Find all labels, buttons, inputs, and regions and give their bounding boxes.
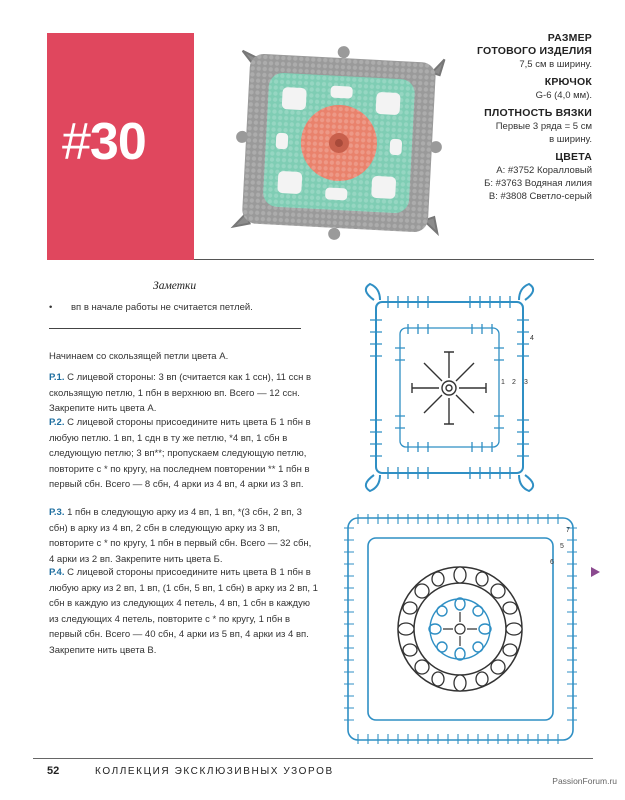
size-heading-2: ГОТОВОГО ИЗДЕЛИЯ [477,45,592,57]
color-c: В: #3808 Светло-серый [488,191,592,202]
round-3-label: Р.3. [49,507,65,518]
crochet-chart-2 [338,508,583,750]
crochet-square-photo [228,40,450,245]
watermark: PassionForum.ru [552,776,617,786]
round-4-label: Р.4. [49,567,65,578]
round-3 [49,505,319,567]
gauge-heading: ПЛОТНОСТЬ ВЯЗКИ [484,107,592,119]
bullet-icon: • [49,302,53,313]
round-4 [49,565,319,658]
page-marker-arrow-icon [591,567,600,577]
chart-2-round-label: 5 [560,543,564,550]
size-heading: РАЗМЕР [547,32,592,44]
color-a: А: #3752 Коралловый [496,165,592,176]
footer-divider [33,758,593,759]
gauge-value-2: в ширину. [549,134,592,145]
notes-item-text: вп в начале работы не считается петлей. [71,302,253,313]
project-specs [422,32,592,203]
header-divider [194,259,594,260]
round-4-text: С лицевой стороны присоедините нить цвета В 1 пбн в любую арку из 2 вп, 1 вп, (1 сбн, 5 вп, 1 сбн) в арку из 2 вп, 1 сбн в каждую из следующих 4 петель, 4 вп, 1 сбн в каждую из следующих 4 петель, повторите с * по кругу, 1 пбн в первый сбн. Всего — 40 сбн, 4 арки из 5 вп, 4 арки из 4 вп. Закрепите нить цвета В. [49,567,318,656]
notes-title: Заметки [153,280,197,292]
instructions-intro: Начинаем со скользящей петли цвета А. [49,351,229,362]
chart-1-round-label: 1 [501,379,505,386]
chart-1-round-label: 2 [512,379,516,386]
pattern-number: #30 [62,113,146,171]
round-2-text: С лицевой стороны присоедините нить цвета Б 1 пбн в любую петлю. 1 вп, 1 сдн в ту же петлю, *4 вп, 1 сбн в следующую петлю; 3 вп**; пропускаем следующую петлю, повторите с * по кругу, на последнем повторении ** 1 пбн в первый сбн. Всего — 8 сбн, 4 арки из 4 вп, 4 арки из 3 вп. [49,417,311,490]
gauge-value: Первые 3 ряда = 5 см [495,121,592,132]
size-value: 7,5 см в ширину. [519,59,592,70]
color-b: Б: #3763 Водяная лилия [484,178,592,189]
page-number: 52 [47,765,60,777]
notes-writing-line [49,328,301,329]
chart-1-round-label: 4 [530,335,534,342]
crochet-chart-1 [352,280,547,495]
round-2 [49,415,319,493]
colors-heading: ЦВЕТА [555,151,592,163]
hook-heading: КРЮЧОК [544,76,592,88]
notes-item [49,302,253,313]
chart-2-round-label: 6 [550,559,554,566]
round-3-text: 1 пбн в следующую арку из 4 вп, 1 вп, *(3 сбн, 2 вп, 3 сбн) в арку из 4 вп, 2 сбн в следующую арку из 3 вп, повторите с * по кругу, 1 пбн в первый сбн. Всего — 32 сбн, 4 арки из 2 вп. Закрепите нить цвета Б. [49,507,312,565]
chart-2-round-label: 7 [566,527,570,534]
running-title: КОЛЛЕКЦИЯ ЭКСКЛЮЗИВНЫХ УЗОРОВ [95,766,334,777]
chart-1-round-label: 3 [524,379,528,386]
round-1-text: С лицевой стороны: 3 вп (считается как 1 ссн), 11 ссн в скользящую петлю, 1 пбн в верхнюю вп. Всего — 12 ссн. Закрепите нить цвета А. [49,372,312,414]
hook-value: G-6 (4,0 мм). [535,90,592,101]
round-2-label: Р.2. [49,417,65,428]
round-1-label: Р.1. [49,372,65,383]
round-1 [49,370,319,417]
